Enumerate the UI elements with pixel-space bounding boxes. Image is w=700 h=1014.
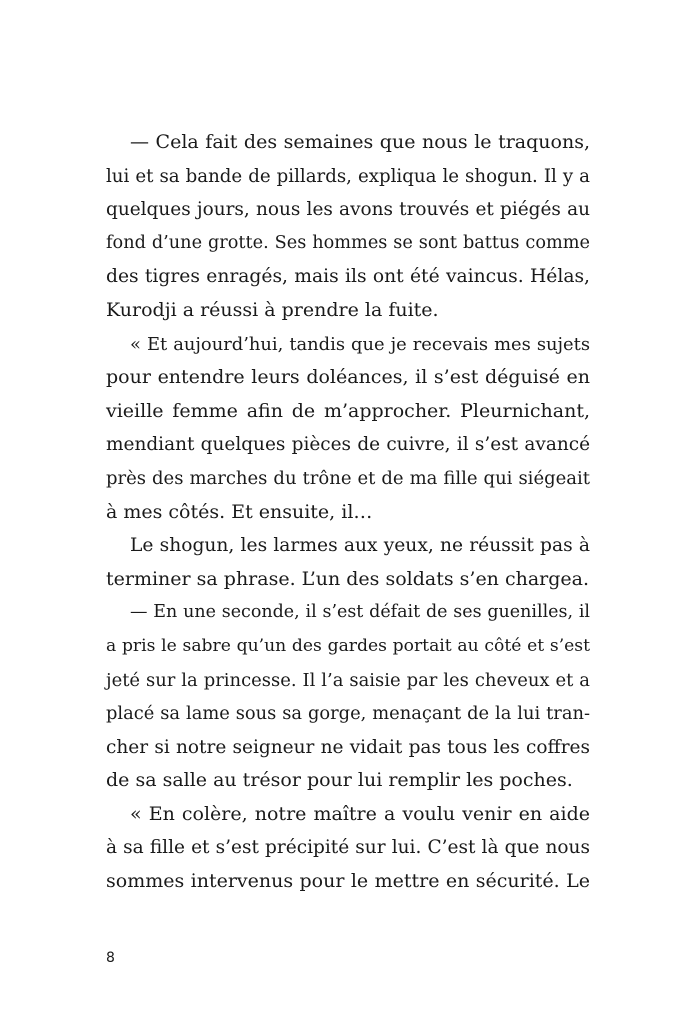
text-line: — Cela fait des semaines que nous le traquons,	[130, 131, 590, 153]
text-line: mendiant quelques pièces de cuivre, il s’est avancé	[106, 434, 590, 456]
text-line: Le shogun, les larmes aux yeux, ne réussit pas à	[130, 535, 590, 557]
text-line: quelques jours, nous les avons trouvés et piégés au	[106, 199, 590, 221]
text-line: pour entendre leurs doléances, il s’est déguisé en	[106, 366, 590, 389]
text-line: à sa fille et s’est précipité sur lui. C’est là que nous	[106, 837, 590, 859]
text-line: sommes intervenus pour le mettre en sécurité. Le	[106, 870, 590, 893]
text-line: vieille femme afin de m’approcher. Pleurnichant,	[106, 399, 590, 422]
text-line: des tigres enragés, mais ils ont été vaincus. Hélas,	[106, 266, 590, 288]
text-line: « En colère, notre maître a voulu venir en aide	[130, 802, 590, 825]
text-line: à mes côtés. Et ensuite, il…	[106, 500, 373, 523]
text-line: lui et sa bande de pillards, expliqua le shogun. Il y a	[106, 165, 590, 187]
text-line: jeté sur la princesse. Il l’a saisie par les cheveux et a	[106, 669, 590, 691]
text-line: près des marches du trône et de ma fille qui siégeait	[106, 467, 590, 489]
text-line: « Et aujourd’hui, tandis que je recevais mes sujets	[130, 333, 590, 355]
text-line: terminer sa phrase. L’un des soldats s’en chargea.	[106, 567, 590, 590]
text-line: a pris le sabre qu’un des gardes portait au côté et s’est	[106, 635, 590, 656]
body-text	[106, 126, 590, 899]
page-number: 8	[106, 950, 115, 966]
text-line: de sa salle au trésor pour lui remplir les poches.	[106, 769, 573, 792]
text-line: cher si notre seigneur ne vidait pas tous les coffres	[106, 736, 590, 758]
text-line: Kurodji a réussi à prendre la fuite.	[106, 298, 439, 321]
text-line: fond d’une grotte. Ses hommes se sont battus comme	[106, 232, 590, 253]
text-line: — En une seconde, il s’est défait de ses guenilles, il	[130, 602, 590, 623]
text-line: placé sa lame sous sa gorge, menaçant de la lui tran-	[106, 703, 590, 725]
